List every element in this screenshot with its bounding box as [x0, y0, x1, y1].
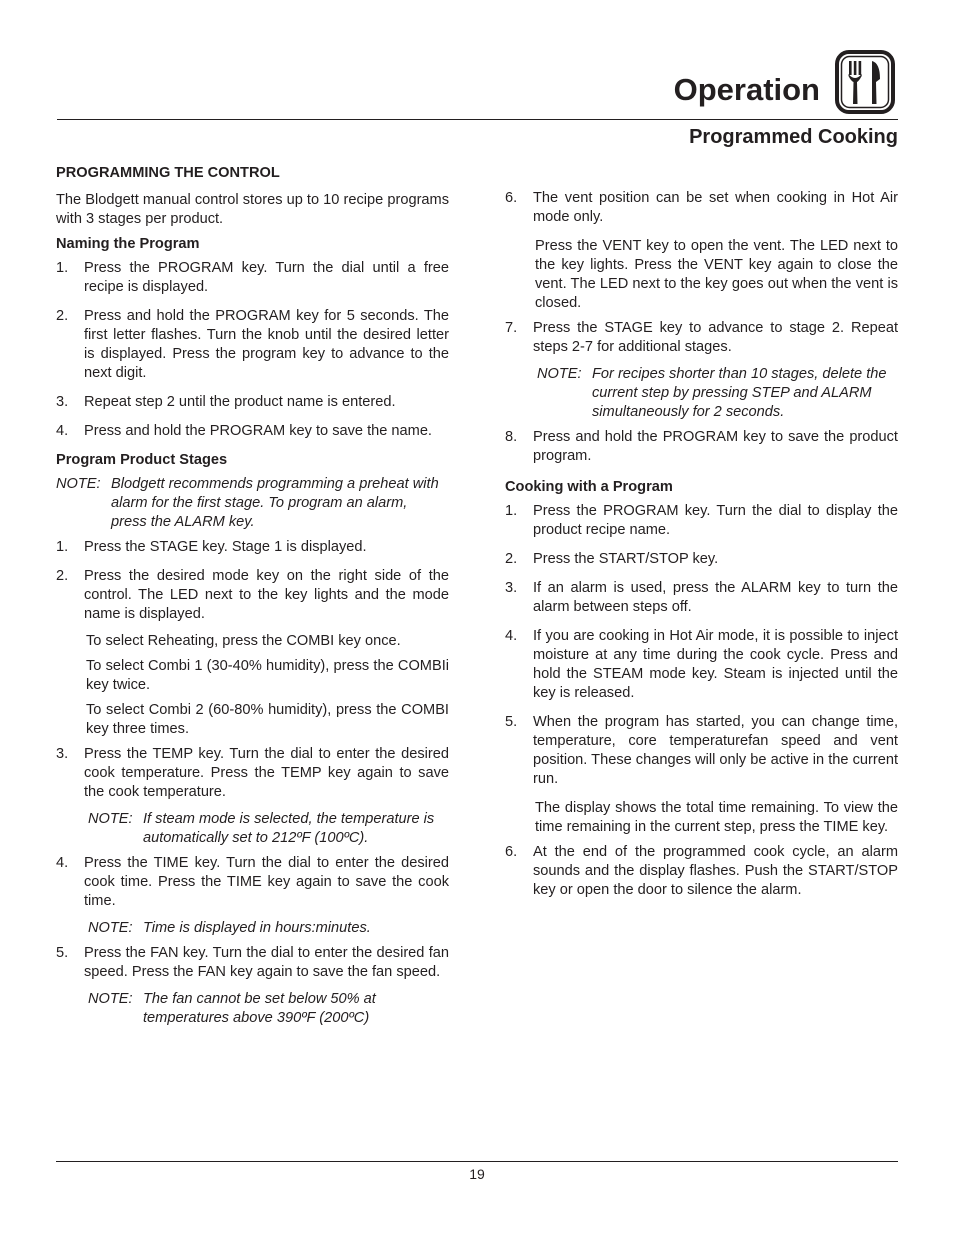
list-item	[505, 319, 898, 357]
page-number: 19	[469, 1166, 485, 1182]
naming-heading: Naming the Program	[56, 236, 200, 252]
note-text: The fan cannot be set below 50% at temperatures above 390ºF (200ºC)	[143, 991, 376, 1026]
fan-note	[88, 990, 449, 1028]
vent-description: Press the VENT key to open the vent. The LED next to the key lights. Press the VENT key again to close the vent. The LED next to the key goes out when the vent is closed.	[535, 238, 898, 311]
list-item	[56, 745, 449, 802]
stages-steps-list-right	[505, 428, 898, 466]
step-text: Press the START/STOP key.	[533, 551, 719, 567]
fork-knife-icon	[834, 49, 896, 115]
step-number: 1.	[505, 503, 518, 519]
list-item	[505, 627, 898, 703]
stages-steps-list	[56, 538, 449, 624]
list-item	[505, 428, 898, 466]
time-remaining-description: The display shows the total time remaining. To view the time remaining in the current step, press the TIME key.	[535, 800, 898, 835]
right-column	[505, 189, 898, 910]
combi-option: To select Reheating, press the COMBI key once.	[86, 633, 401, 649]
list-item	[56, 259, 449, 297]
step-number: 3.	[56, 746, 69, 762]
step-number: 8.	[505, 429, 518, 445]
step-number: 2.	[56, 308, 69, 324]
combi-option: To select Combi 2 (60-80% humidity), press the COMBI key three times.	[86, 702, 449, 737]
time-note	[88, 919, 449, 938]
section-subtitle: Programmed Cooking	[689, 126, 898, 148]
list-item	[505, 579, 898, 617]
note-text: Time is displayed in hours:minutes.	[143, 920, 371, 936]
header-divider	[57, 119, 898, 120]
list-item	[56, 307, 449, 383]
list-item	[56, 393, 449, 412]
stages-steps-list-cont	[56, 745, 449, 802]
stages-steps-list-right	[505, 189, 898, 227]
step-text: At the end of the programmed cook cycle, an alarm sounds and the display flashes. Push the START/STOP key or open the door to silence the alarm.	[533, 844, 898, 898]
step-text: Press the PROGRAM key. Turn the dial until a free recipe is displayed.	[84, 260, 449, 295]
step-text: When the program has started, you can change time, temperature, core temperaturefan speed and vent position. These changes will only be active in the current run.	[533, 714, 898, 787]
naming-steps-list	[56, 259, 449, 441]
programming-heading: PROGRAMMING THE CONTROL	[56, 165, 280, 181]
list-item	[56, 567, 449, 624]
step-text: Press and hold the PROGRAM key to save the product program.	[533, 429, 898, 464]
stages-delete-note	[537, 365, 898, 422]
step-text: Press the FAN key. Turn the dial to enter the desired fan speed. Press the FAN key again to save the fan speed.	[84, 945, 449, 980]
step-text: Press the STAGE key to advance to stage 2. Repeat steps 2-7 for additional stages.	[533, 320, 898, 355]
list-item	[505, 843, 898, 900]
list-item	[56, 944, 449, 982]
step-number: 3.	[505, 580, 518, 596]
list-item	[505, 189, 898, 227]
step-text: Press the desired mode key on the right side of the control. The LED next to the key lights and the mode name is displayed.	[84, 568, 449, 622]
stages-heading: Program Product Stages	[56, 452, 228, 468]
step-number: 5.	[505, 714, 518, 730]
step-text: Press and hold the PROGRAM key for 5 seconds. The first letter flashes. Turn the knob until the desired letter is displayed. Press the program key to advance to the next digit.	[84, 308, 449, 381]
stages-note	[56, 475, 449, 532]
list-item	[505, 550, 898, 569]
step-number: 3.	[56, 394, 69, 410]
note-label: NOTE:	[88, 920, 133, 936]
list-item	[505, 502, 898, 540]
stages-steps-list-right	[505, 319, 898, 357]
step-number: 1.	[56, 539, 69, 555]
step-number: 4.	[56, 855, 69, 871]
intro-paragraph: The Blodgett manual control stores up to 10 recipe programs with 3 stages per product.	[56, 192, 449, 227]
list-item	[56, 538, 449, 557]
combi-option: To select Combi 1 (30-40% humidity), press the COMBIi key twice.	[86, 658, 449, 693]
step-number: 4.	[56, 423, 69, 439]
temperature-note	[88, 810, 449, 848]
cooking-steps-list	[505, 502, 898, 789]
cooking-heading: Cooking with a Program	[505, 479, 673, 495]
step-text: The vent position can be set when cooking in Hot Air mode only.	[533, 190, 898, 225]
list-item	[56, 422, 449, 441]
list-item	[505, 713, 898, 789]
step-number: 1.	[56, 260, 69, 276]
footer-divider	[56, 1161, 898, 1162]
list-item	[56, 854, 449, 911]
step-number: 6.	[505, 844, 518, 860]
stages-steps-list-cont	[56, 944, 449, 982]
step-number: 2.	[56, 568, 69, 584]
step-number: 2.	[505, 551, 518, 567]
step-number: 6.	[505, 190, 518, 206]
step-text: Press the TIME key. Turn the dial to enter the desired cook time. Press the TIME key again to save the cook time.	[84, 855, 449, 909]
note-label: NOTE:	[56, 476, 101, 492]
note-text: Blodgett recommends programming a preheat with alarm for the first stage. To program an alarm, press the ALARM key.	[111, 476, 439, 530]
left-column	[56, 164, 449, 1034]
step-number: 7.	[505, 320, 518, 336]
step-text: Press and hold the PROGRAM key to save the name.	[84, 423, 432, 439]
step-text: If an alarm is used, press the ALARM key to turn the alarm between steps off.	[533, 580, 898, 615]
step-number: 4.	[505, 628, 518, 644]
note-text: If steam mode is selected, the temperature is automatically set to 212ºF (100ºC).	[143, 811, 435, 846]
note-label: NOTE:	[88, 991, 133, 1007]
note-label: NOTE:	[88, 811, 133, 827]
step-text: Press the PROGRAM key. Turn the dial to display the product recipe name.	[533, 503, 898, 538]
step-text: If you are cooking in Hot Air mode, it is possible to inject moisture at any time during the cook cycle. Press and hold the STEAM mode key. Steam is injected until the key is released.	[533, 628, 898, 701]
step-text: Press the TEMP key. Turn the dial to enter the desired cook temperature. Press the TEMP key again to save the cook temperature.	[84, 746, 449, 800]
step-text: Repeat step 2 until the product name is entered.	[84, 394, 396, 410]
stages-steps-list-cont	[56, 854, 449, 911]
note-label: NOTE:	[537, 366, 582, 382]
note-text: For recipes shorter than 10 stages, delete the current step by pressing STEP and ALARM simultaneously for 2 seconds.	[592, 366, 887, 420]
cooking-steps-list-cont	[505, 843, 898, 900]
step-text: Press the STAGE key. Stage 1 is displayed.	[84, 539, 367, 555]
step-number: 5.	[56, 945, 69, 961]
page-title: Operation	[673, 72, 820, 107]
